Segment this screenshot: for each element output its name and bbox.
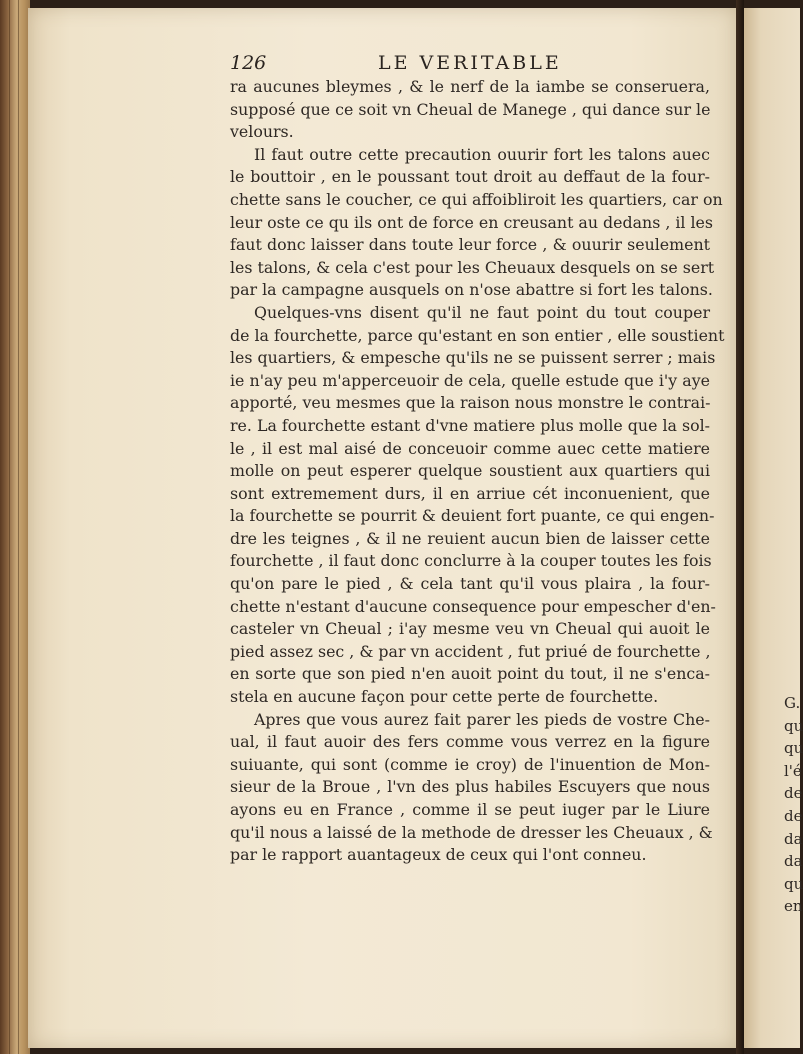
text-line: par la campagne ausquels on n'ose abattre si fort les talons. bbox=[230, 280, 713, 300]
text-line: faut donc laisser dans toute leur force , & ouurir seulement bbox=[230, 235, 710, 255]
text-line: le bouttoir , en le poussant tout droit au deffaut de la four- bbox=[230, 167, 710, 187]
facing-page-fragment: de bbox=[784, 784, 803, 803]
text-line: suiuante, qui sont (comme ie croy) de l'inuention de Mon- bbox=[230, 754, 710, 774]
text-line: en sorte que son pied n'en auoit point du tout, il ne s'enca- bbox=[230, 664, 710, 684]
text-line: stela en aucune façon pour cette perte de fourchette. bbox=[230, 687, 659, 707]
text-line: de la fourchette, parce qu'estant en son entier , elle soustient bbox=[230, 325, 725, 345]
text-line: fourchette , il faut donc conclurre à la couper toutes les fois bbox=[230, 551, 712, 571]
text-line: ayons eu en France , comme il se peut iuger par le Liure bbox=[230, 800, 710, 819]
facing-page-fragment: da bbox=[784, 829, 803, 848]
text-line: qu'il nous a laissé de la methode de dresser les Cheuaux , & bbox=[230, 822, 713, 842]
text-line: par le rapport auantageux de ceux qui l'ont conneu. bbox=[230, 845, 647, 865]
text-line: chette n'estant d'aucune consequence pour empescher d'en- bbox=[230, 596, 716, 616]
text-line: les quartiers, & empesche qu'ils ne se puissent serrer ; mais bbox=[230, 348, 716, 368]
facing-page-fragment: l'é bbox=[784, 761, 802, 780]
text-line: sont extremement durs, il en arriue cét inconuenient, que bbox=[230, 483, 710, 503]
text-line: sieur de la Broue , l'vn des plus habiles Escuyers que nous bbox=[230, 777, 710, 797]
text-line: supposé que ce soit vn Cheual de Manege , qui dance sur le bbox=[230, 99, 711, 119]
text-line: ie n'ay peu m'apperceuoir de cela, quelle estude que i'y aye bbox=[230, 370, 710, 390]
text-line: qu'on pare le pied , & cela tant qu'il vous plaira , la four- bbox=[230, 574, 710, 594]
book-spine bbox=[736, 0, 744, 1054]
text-line: Il faut outre cette precaution ouurir fort les talons auec bbox=[254, 144, 710, 164]
running-head: LE VERITABLE bbox=[378, 52, 562, 74]
text-line: la fourchette se pourrit & deuient fort puante, ce qui engen- bbox=[230, 506, 715, 526]
text-line: apporté, veu mesmes que la raison nous monstre le contrai- bbox=[230, 393, 711, 413]
gutter-edge-line bbox=[9, 0, 10, 1054]
text-line: le , il est mal aisé de conceuoir comme auec cette matiere bbox=[230, 438, 710, 458]
text-line: leur oste ce qu ils ont de force en creusant au dedans , il les bbox=[230, 212, 714, 232]
body-text bbox=[230, 76, 725, 867]
facing-page-fragment: en bbox=[784, 897, 803, 916]
text-line: re. La fourchette estant d'vne matiere plus molle que la sol- bbox=[230, 415, 710, 435]
text-line: Apres que vous aurez fait parer les pieds de vostre Che- bbox=[254, 709, 710, 729]
gutter-edge-line bbox=[18, 0, 19, 1054]
book-gutter bbox=[0, 0, 30, 1054]
text-line: ual, il faut auoir des fers comme vous verrez en la figure bbox=[230, 732, 710, 752]
facing-page-fragment: G. bbox=[784, 694, 801, 712]
facing-page-fragment: de bbox=[784, 806, 803, 825]
facing-page-fragment: qu bbox=[784, 716, 803, 735]
facing-page-fragment: qu bbox=[784, 739, 803, 758]
text-line: ra aucunes bleymes , & le nerf de la iambe se conseruera, bbox=[230, 77, 710, 96]
text-line: chette sans le coucher, ce qui affoibliroit les quartiers, car on bbox=[230, 189, 723, 209]
text-line: les talons, & cela c'est pour les Cheuaux desquels on se sert bbox=[230, 257, 715, 277]
text-line: pied assez sec , & par vn accident , fut priué de fourchette , bbox=[230, 641, 711, 661]
page-header bbox=[230, 52, 588, 78]
text-line: Quelques-vns disent qu'il ne faut point du tout couper bbox=[254, 302, 710, 322]
text-line: dre les teignes , & il ne reuient aucun bien de laisser cette bbox=[230, 528, 710, 548]
text-line: molle on peut esperer quelque soustient aux quartiers qui bbox=[230, 461, 710, 481]
page-number: 126 bbox=[230, 52, 267, 74]
text-line: velours. bbox=[230, 122, 294, 142]
facing-page-fragment: qu bbox=[784, 874, 803, 893]
facing-page-fragment: da bbox=[784, 852, 803, 871]
facing-page-text bbox=[784, 692, 803, 918]
text-line: casteler vn Cheual ; i'ay mesme veu vn Cheual qui auoit le bbox=[230, 619, 710, 639]
